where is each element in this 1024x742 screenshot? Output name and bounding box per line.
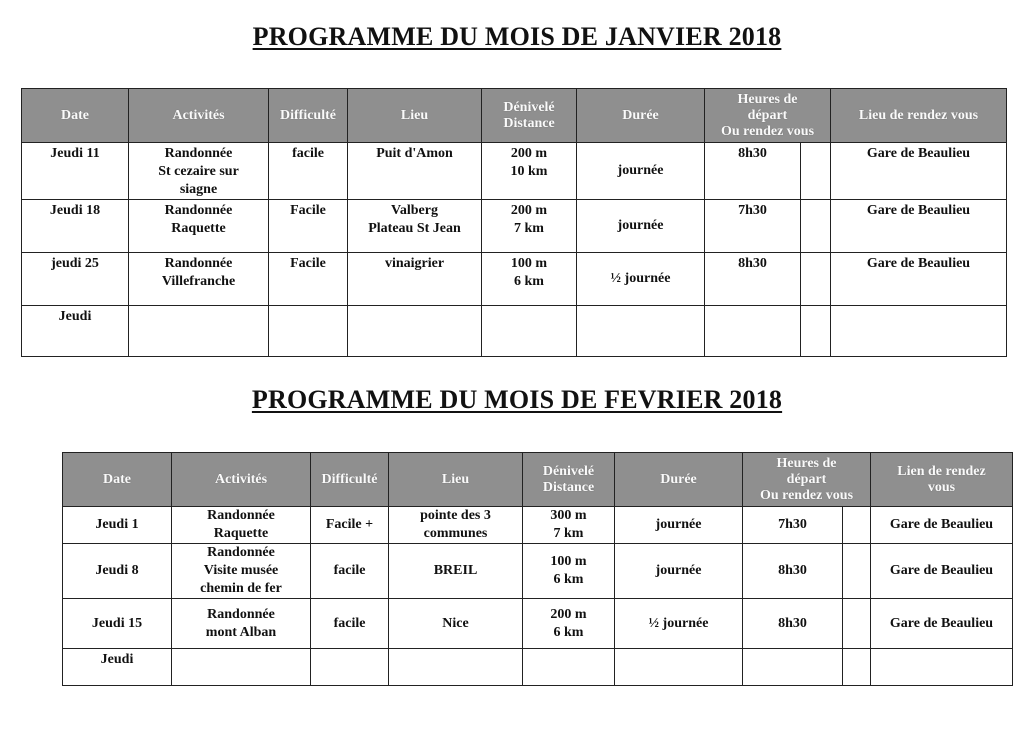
cell-activite: [129, 143, 269, 200]
cell-rdv: [871, 507, 1013, 544]
cell-rdv: [871, 599, 1013, 649]
cell-denivele-text: 6 km: [514, 274, 544, 289]
cell-activite-text: chemin de fer: [200, 581, 282, 596]
cell-denivele-text: 6 km: [553, 624, 584, 640]
cell-rdv: [831, 143, 1007, 200]
cell-lieu-text: communes: [423, 526, 488, 541]
table-row: [63, 599, 1013, 649]
cell-heure: [743, 649, 843, 686]
header-difficulte: Difficulté: [269, 89, 348, 143]
cell-rdv: [831, 253, 1007, 306]
cell-denivele-text: 7 km: [553, 526, 584, 541]
header-distance-line: Distance: [503, 115, 555, 131]
cell-activite: [129, 200, 269, 253]
cell-rdv-text: Gare de Beaulieu: [866, 146, 971, 161]
cell-spacer: [843, 544, 871, 599]
cell-heure-text: 8h30: [738, 146, 767, 161]
header-denivele: [482, 89, 577, 143]
cell-activite-text: Villefranche: [161, 274, 236, 289]
header-row: [22, 89, 1007, 143]
cell-denivele: [482, 306, 577, 357]
cell-heure: [743, 599, 843, 649]
header-denivele-line: Dénivelé: [503, 99, 555, 115]
cell-activite-text: Randonnée: [207, 545, 275, 560]
cell-date-text: Jeudi 18: [49, 203, 101, 218]
cell-date-text: Jeudi 1: [95, 517, 139, 532]
cell-heure-text: 7h30: [778, 517, 807, 532]
cell-spacer: [801, 143, 831, 200]
cell-difficulte: [311, 544, 389, 599]
cell-date: [63, 649, 172, 686]
cell-activite-text: Randonnée: [207, 606, 275, 622]
cell-spacer: [843, 649, 871, 686]
cell-lieu: [348, 253, 482, 306]
cell-lieu: [389, 599, 523, 649]
cell-duree: [615, 507, 743, 544]
cell-duree-text: journée: [655, 517, 702, 532]
cell-spacer: [843, 599, 871, 649]
cell-heure: [705, 306, 801, 357]
cell-rdv: [871, 544, 1013, 599]
cell-denivele-text: 100 m: [550, 554, 587, 569]
cell-difficulte-text: Facile +: [325, 517, 374, 532]
header-lieu-rdv: Lieu de rendez vous: [831, 89, 1007, 143]
cell-denivele: [482, 143, 577, 200]
table-row: [22, 253, 1007, 306]
header-denivele-line: Dénivelé: [542, 463, 595, 479]
cell-date-text: Jeudi 8: [95, 563, 139, 578]
header-distance-line: Distance: [542, 479, 595, 495]
cell-activite: [172, 544, 311, 599]
cell-duree: [577, 143, 705, 200]
cell-denivele: [482, 253, 577, 306]
table-row: [63, 507, 1013, 544]
cell-lieu-text: pointe des 3: [420, 508, 491, 523]
table-fevrier: [62, 452, 1013, 686]
cell-difficulte-text: Facile: [290, 256, 326, 271]
table-row: [22, 200, 1007, 253]
cell-difficulte: [269, 306, 348, 357]
cell-lieu-text: Plateau St Jean: [368, 221, 461, 236]
header-difficulte: Difficulté: [311, 453, 389, 507]
cell-lieu-text: Puit d'Amon: [376, 146, 453, 161]
cell-rdv-text: Gare de Beaulieu: [866, 256, 971, 271]
cell-heure: [705, 253, 801, 306]
header-depart-line: départ: [786, 471, 827, 487]
cell-difficulte: [269, 253, 348, 306]
cell-activite-text: Randonnée: [207, 508, 275, 523]
cell-spacer: [801, 200, 831, 253]
cell-activite-text: mont Alban: [205, 624, 277, 640]
cell-heure: [743, 544, 843, 599]
table-row: [22, 143, 1007, 200]
cell-date: [63, 599, 172, 649]
cell-date: [22, 143, 129, 200]
cell-heure: [705, 200, 801, 253]
cell-activite: [172, 599, 311, 649]
cell-duree: [615, 599, 743, 649]
header-lieu: Lieu: [348, 89, 482, 143]
header-date: Date: [22, 89, 129, 143]
header-lieu: Lieu: [389, 453, 523, 507]
cell-duree: [615, 649, 743, 686]
cell-denivele: [482, 200, 577, 253]
cell-rdv-text: Gare de Beaulieu: [889, 615, 994, 631]
cell-difficulte: [311, 649, 389, 686]
cell-heure-text: 8h30: [778, 563, 807, 578]
cell-duree: [577, 200, 705, 253]
cell-date-text: Jeudi 11: [50, 146, 100, 161]
cell-rdv: [831, 200, 1007, 253]
cell-duree: [577, 253, 705, 306]
cell-denivele-text: 200 m: [550, 606, 587, 622]
cell-lieu-text: Valberg: [391, 203, 438, 218]
header-heures-line: Heures de: [776, 455, 837, 471]
table-row: [22, 306, 1007, 357]
cell-activite-text: Visite musée: [203, 563, 279, 578]
cell-difficulte: [311, 599, 389, 649]
cell-denivele: [523, 649, 615, 686]
cell-activite-text: Randonnée: [164, 203, 233, 218]
header-lieu-rdv-line1: Lien de rendez: [897, 463, 986, 479]
cell-rdv-text: Gare de Beaulieu: [866, 203, 971, 218]
header-rdv-line: Ou rendez vous: [759, 487, 854, 503]
cell-activite-text: Randonnée: [164, 146, 233, 161]
header-depart-line: départ: [747, 107, 788, 123]
cell-rdv-text: Gare de Beaulieu: [889, 517, 994, 532]
title-fevrier: PROGRAMME DU MOIS DE FEVRIER 2018: [251, 385, 783, 414]
cell-duree-text: ½ journée: [648, 615, 709, 631]
cell-activite: [129, 306, 269, 357]
title-janvier: PROGRAMME DU MOIS DE JANVIER 2018: [252, 22, 782, 51]
cell-activite-text: St cezaire sur: [158, 164, 239, 179]
cell-heure-text: 8h30: [738, 256, 767, 271]
cell-date: [63, 544, 172, 599]
cell-date-text: Jeudi: [58, 309, 92, 324]
header-rdv-line: Ou rendez vous: [720, 123, 815, 139]
cell-denivele: [523, 599, 615, 649]
cell-denivele-text: 6 km: [553, 572, 584, 587]
table-row: [63, 649, 1013, 686]
cell-difficulte-text: facile: [333, 615, 366, 631]
cell-lieu: [348, 200, 482, 253]
cell-heure-text: 7h30: [738, 203, 767, 218]
cell-difficulte: [269, 143, 348, 200]
cell-lieu: [389, 507, 523, 544]
cell-difficulte-text: Facile: [290, 203, 326, 218]
cell-denivele-text: 200 m: [510, 203, 548, 218]
cell-date-text: Jeudi 15: [91, 615, 143, 631]
cell-difficulte-text: facile: [292, 146, 324, 161]
cell-denivele-text: 200 m: [510, 146, 548, 161]
cell-denivele-text: 100 m: [510, 256, 548, 271]
header-row: [63, 453, 1013, 507]
cell-date: [22, 253, 129, 306]
cell-rdv-text: Gare de Beaulieu: [889, 563, 994, 578]
header-heures-line: Heures de: [737, 91, 798, 107]
cell-rdv: [831, 306, 1007, 357]
header-activites: Activités: [129, 89, 269, 143]
cell-difficulte: [269, 200, 348, 253]
header-date: Date: [63, 453, 172, 507]
cell-date: [22, 306, 129, 357]
header-lieu-rdv-line2: vous: [927, 479, 956, 495]
cell-spacer: [801, 253, 831, 306]
cell-duree: [577, 306, 705, 357]
header-heures: [743, 453, 871, 507]
cell-activite: [172, 507, 311, 544]
cell-heure-text: 8h30: [778, 615, 807, 631]
cell-spacer: [801, 306, 831, 357]
cell-denivele-text: 10 km: [510, 164, 548, 179]
cell-duree: [615, 544, 743, 599]
cell-denivele-text: 7 km: [514, 221, 544, 236]
header-duree: Durée: [577, 89, 705, 143]
cell-spacer: [843, 507, 871, 544]
cell-duree-text: journée: [655, 563, 702, 578]
cell-duree-text: journée: [617, 163, 664, 178]
cell-date: [22, 200, 129, 253]
cell-difficulte: [311, 507, 389, 544]
cell-denivele: [523, 544, 615, 599]
cell-heure: [743, 507, 843, 544]
cell-lieu: [348, 306, 482, 357]
cell-duree-text: journée: [617, 218, 664, 233]
cell-activite-text: Raquette: [213, 526, 269, 541]
cell-date-text: Jeudi: [100, 652, 134, 667]
cell-denivele-text: 300 m: [550, 508, 587, 523]
cell-lieu-text: BREIL: [433, 563, 478, 578]
cell-activite-text: siagne: [179, 182, 218, 197]
table-janvier: [21, 88, 1007, 357]
header-denivele: [523, 453, 615, 507]
cell-date-text: jeudi 25: [51, 256, 99, 271]
cell-difficulte-text: facile: [333, 563, 366, 578]
header-duree: Durée: [615, 453, 743, 507]
cell-lieu: [389, 649, 523, 686]
header-lieu-rdv: [871, 453, 1013, 507]
cell-heure: [705, 143, 801, 200]
cell-activite-text: Randonnée: [164, 256, 233, 271]
cell-lieu-text: Nice: [442, 615, 469, 631]
cell-lieu: [348, 143, 482, 200]
cell-lieu: [389, 544, 523, 599]
header-activites: Activités: [172, 453, 311, 507]
cell-lieu-text: vinaigrier: [384, 256, 445, 271]
header-heures: [705, 89, 831, 143]
table-row: [63, 544, 1013, 599]
cell-rdv: [871, 649, 1013, 686]
cell-denivele: [523, 507, 615, 544]
cell-duree-text: ½ journée: [610, 271, 671, 286]
cell-activite: [129, 253, 269, 306]
cell-date: [63, 507, 172, 544]
cell-activite: [172, 649, 311, 686]
cell-activite-text: Raquette: [171, 221, 226, 236]
